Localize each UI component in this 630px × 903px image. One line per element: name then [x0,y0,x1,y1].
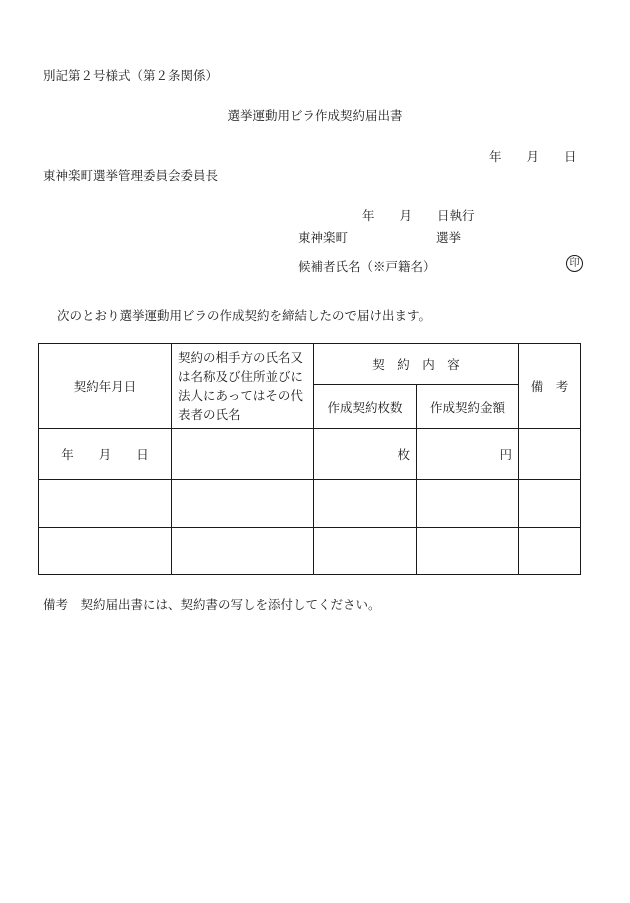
header-remarks: 備 考 [519,344,581,429]
contract-table [38,343,581,575]
row2-remarks-cell[interactable] [519,480,581,528]
table-row [39,528,581,575]
row3-partner-cell[interactable] [172,528,314,575]
row1-remarks-cell[interactable] [519,429,581,480]
document-title: 選挙運動用ビラ作成契約届出書 [227,108,403,123]
row2-count-cell[interactable] [314,480,417,528]
row3-date-cell[interactable] [39,528,172,575]
row2-amount-cell[interactable] [417,480,519,528]
row3-count-cell[interactable] [314,528,417,575]
seal-mark: 印 [566,255,583,272]
header-partner: 契約の相手方の氏名又は名称及び住所並びに法人にあってはその代表者の氏名 [172,344,314,429]
candidate-name-label: 候補者氏名（※戸籍名） [298,259,436,274]
submission-date: 年 月 日 [489,149,577,164]
row3-amount-cell[interactable] [417,528,519,575]
row1-count-cell[interactable]: 枚 [314,429,417,480]
header-count: 作成契約枚数 [314,385,417,429]
election-execution-date: 年 月 日執行 [362,208,475,223]
row1-partner-cell[interactable] [172,429,314,480]
row2-partner-cell[interactable] [172,480,314,528]
remarks-note: 備考 契約届出書には、契約書の写しを添付してください。 [43,597,381,612]
header-contract-content: 契 約 内 容 [314,344,519,385]
intro-text: 次のとおり選挙運動用ビラの作成契約を締結したので届け出ます。 [57,308,432,323]
election-label: 選挙 [436,230,462,245]
form-number-label: 別記第２号様式（第２条関係） [43,68,219,83]
table-row [39,480,581,528]
header-contract-date: 契約年月日 [39,344,172,429]
row2-date-cell[interactable] [39,480,172,528]
addressee: 東神楽町選挙管理委員会委員長 [43,168,219,183]
town-name: 東神楽町 [298,230,349,245]
row3-remarks-cell[interactable] [519,528,581,575]
election-name-line [298,228,461,246]
row1-amount-cell[interactable]: 円 [417,429,519,480]
row1-date-cell[interactable]: 年 月 日 [39,429,172,480]
table-row [39,429,581,480]
header-amount: 作成契約金額 [417,385,519,429]
